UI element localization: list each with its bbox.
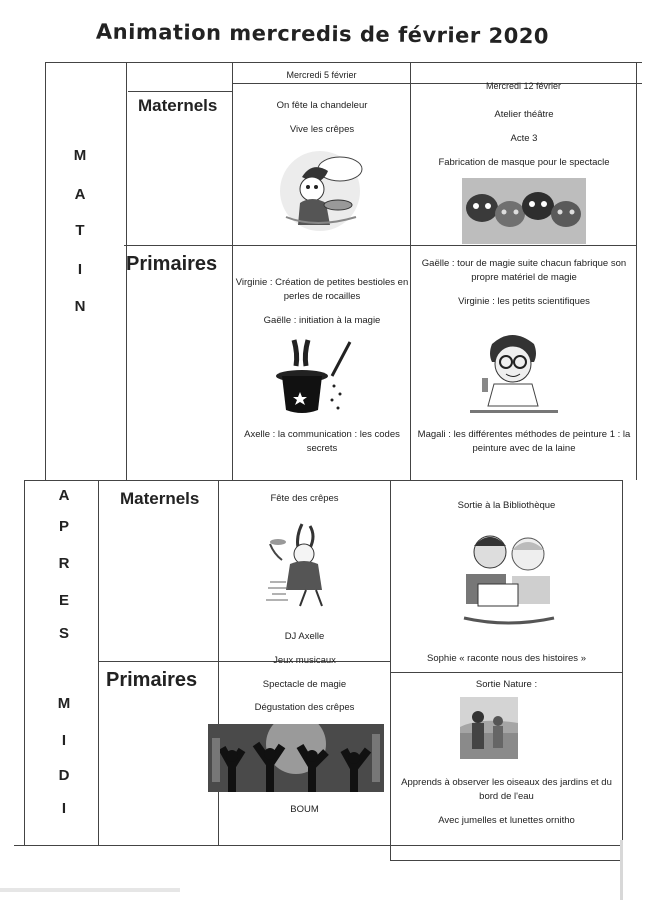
header-day1: Mercredi 5 février: [286, 70, 357, 80]
boum-party-illustration: [208, 724, 384, 792]
am-primaires-label: Primaires: [106, 669, 198, 691]
matin-primaires-label: Primaires: [126, 253, 218, 275]
matin-letter: A: [74, 186, 86, 203]
apres-midi-letter: I: [61, 732, 67, 749]
activity-text: Sophie « raconte nous des histoires »: [427, 653, 586, 664]
activity-text: DJ Axelle: [284, 631, 325, 642]
crepes-rabbit-illustration: [262, 520, 342, 610]
activity-text: Vive les crêpes: [289, 123, 355, 135]
matin-letter: N: [74, 298, 86, 315]
matin-maternels-day2: [412, 108, 636, 179]
am-maternels-day1: [219, 492, 390, 516]
matin-primaires-day1-bottom: [234, 428, 410, 466]
magic-hat-illustration: [274, 336, 356, 418]
matin-maternels-label: Maternels: [138, 96, 218, 115]
activity-text: Avec jumelles et lunettes ornitho: [438, 814, 575, 826]
matin-primaires-day1-top: [234, 276, 410, 337]
apres-midi-letter: E: [58, 592, 69, 609]
scan-bottom-shadow: [0, 888, 180, 892]
nature-outing-photo: [460, 697, 518, 759]
matin-letter: I: [77, 261, 83, 278]
header-day2: Mercredi 12 février: [485, 81, 562, 91]
apres-midi-letter: S: [58, 625, 69, 642]
reading-children-illustration: [456, 526, 560, 628]
am-maternels-label: Maternels: [120, 489, 200, 508]
am-maternels-day2-bottom: [391, 652, 622, 676]
activity-text: Fête des crêpes: [270, 493, 339, 504]
apres-midi-letter: A: [58, 487, 70, 504]
col-divider-3-matin: [410, 62, 411, 480]
activity-text: Dégustation des crêpes: [254, 702, 355, 714]
masks-illustration: [462, 178, 586, 244]
matin-letter: T: [75, 222, 85, 239]
left-border-matin: [45, 62, 46, 480]
chandeleur-crepe-illustration: [272, 147, 370, 233]
activity-text: Magali : les différentes méthodes de peinture 1 : la peinture avec de la laine: [417, 429, 631, 454]
matin-maternels-bottom-line: [124, 245, 636, 246]
am-primaires-day1-top: [219, 630, 390, 725]
apres-midi-letter: I: [61, 800, 67, 817]
apres-midi-letter: P: [58, 518, 69, 535]
activity-text: Sortie Nature :: [475, 679, 538, 690]
scientist-illustration: [466, 326, 562, 416]
activity-text: Gaëlle : tour de magie suite chacun fabrique son propre matériel de magie: [421, 258, 627, 283]
apres-midi-letter: M: [57, 695, 71, 712]
activity-text: Sortie à la Bibliothèque: [457, 500, 556, 511]
scan-edge-shadow: [620, 840, 623, 900]
activity-text: Apprends à observer les oiseaux des jardins et du bord de l'eau: [401, 777, 612, 802]
apres-midi-letter: D: [58, 767, 70, 784]
activity-text: Jeux musicaux: [273, 654, 336, 666]
col-divider-1-apres: [98, 480, 99, 845]
matin-maternels-day1: [234, 99, 410, 147]
activity-text: On fête la chandeleur: [276, 100, 368, 111]
am-primaires-day1-bottom: [219, 803, 390, 827]
left-border-apres: [24, 480, 25, 845]
table-bottom-line: [14, 845, 622, 846]
activity-text: Virginie : les petits scientifiques: [458, 295, 590, 307]
col-divider-2-matin: [232, 62, 233, 480]
level-top-line: [128, 91, 233, 92]
activity-text: Gaëlle : initiation à la magie: [263, 314, 381, 326]
activity-text: Acte 3: [510, 132, 538, 144]
matin-letter: M: [73, 147, 87, 164]
table-top-border: [45, 62, 642, 63]
apres-midi-letter: R: [58, 555, 70, 572]
page-title: Animation mercredis de février 2020: [95, 19, 550, 49]
activity-text: Virginie : Création de petites bestioles en perles de rocailles: [235, 277, 409, 302]
activity-text: Fabrication de masque pour le spectacle: [438, 156, 610, 168]
matin-bottom-line: [24, 480, 622, 481]
right-border-apres: [622, 480, 623, 860]
activity-text: Atelier théâtre: [494, 109, 554, 120]
right-border-matin: [636, 62, 637, 480]
activity-text: Axelle : la communication : les codes secrets: [244, 429, 400, 454]
activity-text: BOUM: [290, 804, 319, 815]
am-maternels-day2-top: [391, 499, 622, 523]
matin-primaires-day2-bottom: [412, 428, 636, 466]
table-bottom-line-right: [390, 860, 622, 861]
matin-primaires-day2-top: [412, 257, 636, 318]
activity-text: Spectacle de magie: [262, 678, 347, 690]
am-primaires-day2-bottom: [391, 776, 622, 837]
